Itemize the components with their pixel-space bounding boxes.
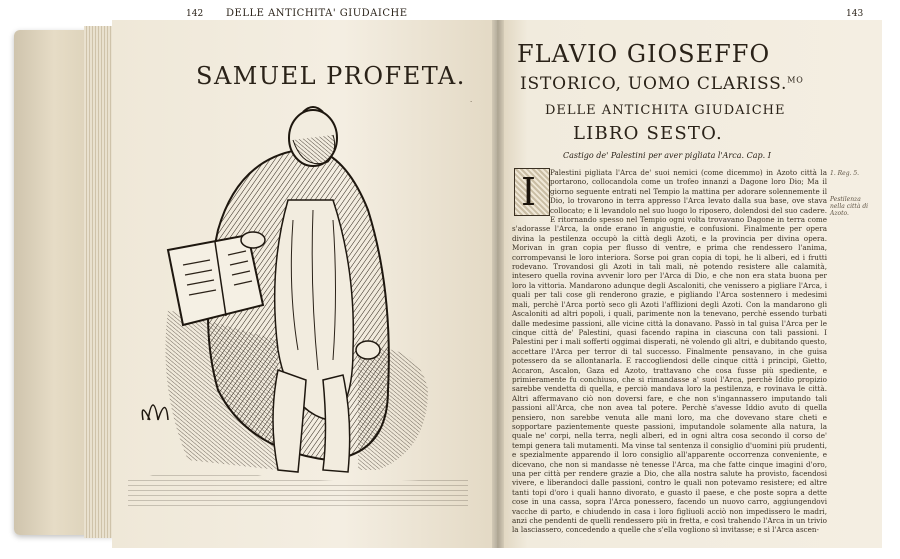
left-page-number: 142 — [186, 9, 204, 19]
right-margin-note-1: 1. Reg. 5. — [830, 170, 860, 177]
chapter-body: Palestini pigliata l'Arca de' suoi nemici (come dicemmo) in Azoto città la portarono, collocandola come un trofeo innanzi a Dagone loro Dio; Ma il giorno seguente entrati nel Tempio la mattina per adorare solennemente il Dio, lo trovarono in terra appresso l'Arca levato dalla sua base, ove stava collocato; e li levandolo nel suo luogo lo riposero, dolendosi del suo cadere. E ritornando spesso nel Tempio ogni volta trovavano Dagone in terra come s'adorasse l'Arca, la onde erano in angustie, e confusioni. Finalmente per opera divina la pestilenza occupò la città degli Azoti, e la provincia per divina opera. Morivan in gran copia per flusso di ventre, e prima che rendessero l'anima, corrompevansi le loro interiora. Sorse poi gran copia di topi, he li alberi, ed i frutti rodevano. Trovandosi gli Azoti in tali mali, nè potendo resistere alle calamità, intesero quella rovina avvenir loro per l'Arca di Dio, e che non era stata buona per loro la vittoria. Mandarono adunque degli Ascaloniti, che venissero a pigliare l'Arca, i quali per tali cose gli renderono grazie, e pigliando l'Arca sostennero i medesimi mali, perchè l'Arca portò seco gli Azoti l'afflizioni degli Azoti. Con la mandarono gli Ascaloniti ad altri popoli, i quali, parimente non la tenevano, perchè essendo turbati dalle medesime passioni, alle vicine città la donavano. Passò in tal guisa l'Arca per le cinque città de' Palestini, quasi facendo rapina in ciascuna con tali passioni. I Palestini per i mali sofferti oggimai disperati, nè volendo gli altri, e dubitando questo, accettare l'Arca per terror di tal successo. Finalmente pensavano, in che guisa potessero da se allontanarla. E raccogliendosi delle cinque città i principi, Gietto, Accaron, Ascalon, Gaza ed Azoto, trattavano che cosa fusse più spediente, e primieramente fu conchiuso, che si rimandasse a' suoi l'Arca, perchè Iddio propizio sarebbe vendetta di quella, e perciò mandava loro la pestilenza, e rovinava le città. Altri affermavano ciò non doversi fare, e che non s'ingannassero imputando tali passioni all'Arca, che non avea tal potere. Perchè s'avesse Iddio avuto di quella pensiero, non sarebbe venuta alle mani loro, ma che dovevano stare cheti e sopportare pazientemente queste passioni, imputandole solamente alla natura, la quale ne' corpi, nella terra, negli alberi, ed in ogni altra cosa secondo il corso de' tempi genera tali mutamenti. Ma vinse tal sentenza il consiglio d'uomini più prudenti, e spezialmente apparendo il loro consiglio all'apparente occorrenza conveniente, e dicevano, che non si mandasse nè tenesse l'Arca, ma che fatte cinque imagini d'oro, una per città per rendere grazie a Dio, che alla nostra salute ha provisto, facendosi vivere, e liberandoci dalle passioni, contro le quali non potevamo resistere; ed altre tanti topi d'oro i quali hanno divorato, e guasto il paese, e che poste sopra a dette cose in una cassa, sopra l'Arca ponessero, facendo un nuovo carro, aggiungendovi vacche di parto, e chiudendo in casa i loro figliuoli acciò non impedissero le madri, anzi che pendenti de quelli rendessero più in fretta, e così trahendo l'Arca in un trivio la lasciassero, concedendo a quelle che s'ella vogliono sì invitasse; e si l'Arca ascen- — [512, 168, 827, 535]
right-title-line-2 — [520, 74, 804, 94]
samuel-woodcut-illustration — [128, 90, 468, 510]
right-title-line-3: DELLE ANTICHITA GIUDAICHE — [545, 103, 786, 118]
chapter-caption: Castigo de' Palestini per aver pigliata l'Arca. Cap. I — [563, 151, 771, 160]
chapter-body-text — [512, 168, 827, 535]
drop-cap-space — [512, 168, 550, 218]
right-title-line-1: FLAVIO GIOSEFFO — [517, 40, 771, 68]
book-gutter — [492, 20, 504, 548]
left-margin-note: · — [470, 98, 473, 106]
left-page-title: SAMUEL PROFETA. — [196, 62, 466, 90]
left-running-head: DELLE ANTICHITA' GIUDAICHE — [226, 8, 408, 19]
right-title-line-4: LIBRO SESTO. — [573, 123, 723, 144]
right-title-line-2-text: ISTORICO, UOMO CLARISS. — [520, 74, 788, 94]
right-page-number: 143 — [846, 9, 864, 19]
right-title-line-2-sup: MO — [787, 75, 804, 85]
drop-cap-letter: I — [521, 170, 537, 214]
right-margin-note-2: Pestilenza nella città di Azoto. — [830, 196, 869, 217]
